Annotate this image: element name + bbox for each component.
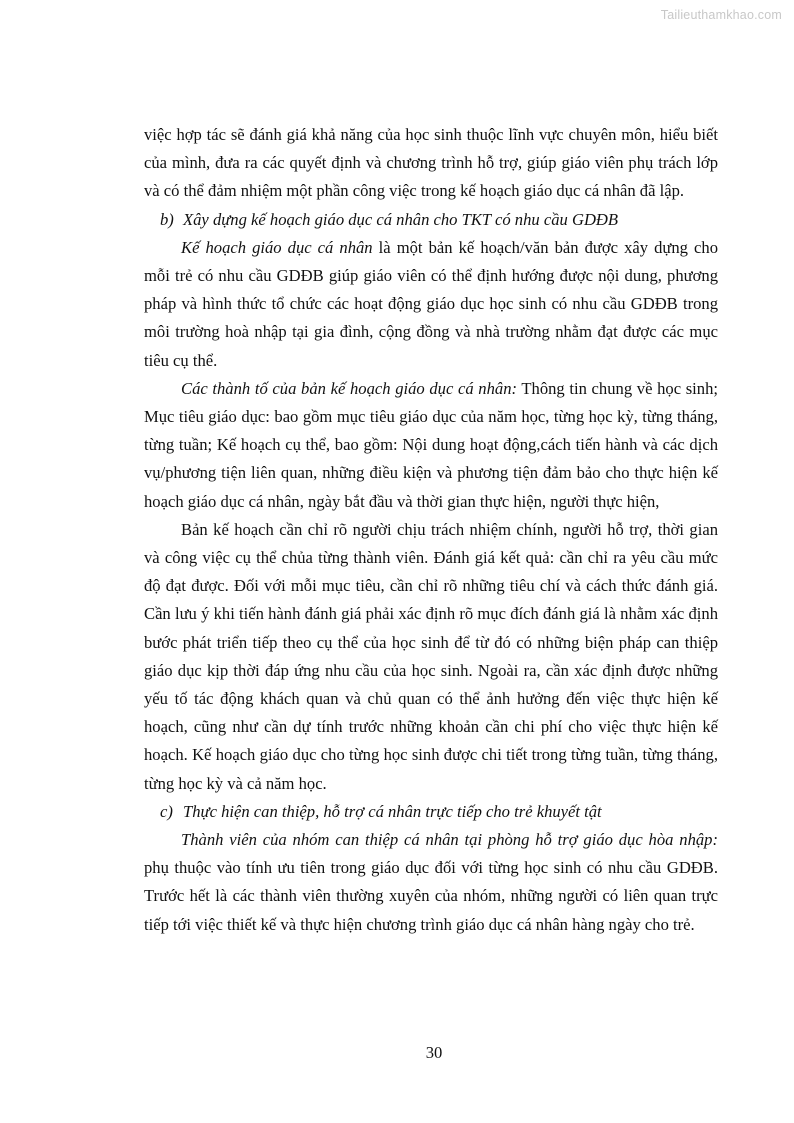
term-components: Các thành tố của bản kế hoạch giáo dục cá nhân:: [181, 378, 518, 398]
paragraph-continuation: việc hợp tác sẽ đánh giá khả năng của học sinh thuộc lĩnh vực chuyên môn, hiểu biết của mình, đưa ra các quyết định và chương trình hỗ trợ, giúp giáo viên phụ trách lớp và có thể đảm nhiệm một phần công việc trong kế hoạch giáo dục cá nhân đã lập.: [144, 125, 718, 201]
components-text: Thông tin chung về học sinh; Mục tiêu giáo dục: bao gồm mục tiêu giáo dục của năm học, từng học kỳ, từng tháng, từng tuần; Kế hoạch cụ thể, bao gồm: Nội dung hoạt động,cách tiến hành và các dịch vụ/phương tiện liên quan, những điều kiện và phương tiện đảm bảo cho thực hiện kế hoạch giáo dục cá nhân, ngày bắt đầu và thời gian thực hiện, người thực hiện,: [144, 378, 718, 511]
paragraph-team-members: [144, 826, 718, 939]
page-number: 30: [425, 1043, 443, 1062]
section-label-b: b): [160, 209, 174, 229]
paragraph-plan-responsibility: Bản kế hoạch cần chỉ rõ người chịu trách nhiệm chính, người hỗ trợ, thời gian và công việc cụ thể chủa từng thành viên. Đánh giá kết quả: cần chỉ ra yêu cầu mức độ đạt được. Đối với mỗi mục tiêu, cần chỉ rõ những tiêu chí và cách thức đánh giá. Cần lưu ý khi tiến hành đánh giá phải xác định rõ mục đích đánh giá là nhằm xác định bước phát triển tiếp theo cụ thể của học sinh để từ đó có những biện pháp can thiệp giáo dục kịp thời đáp ứng nhu cầu của học sinh. Ngoài ra, cần xác định được những yếu tố tác động khách quan và chủ quan có thể ảnh hưởng đến việc thực hiện kế hoạch, cũng như cần dự tính trước những khoản cần chi phí cho việc thực hiện kế hoạch. Kế hoạch giáo dục cho từng học sinh được chi tiết trong từng tuần, từng tháng, từng học kỳ và cả năm học.: [144, 519, 718, 793]
page-body: [144, 121, 718, 939]
section-title-c: Thực hiện can thiệp, hỗ trợ cá nhân trực tiếp cho trẻ khuyết tật: [183, 801, 602, 821]
section-heading-b: [144, 206, 718, 234]
paragraph-plan-definition: [144, 234, 718, 375]
term-plan: Kế hoạch giáo dục cá nhân: [181, 237, 373, 257]
section-label-c: c): [160, 801, 173, 821]
team-members-text: phụ thuộc vào tính ưu tiên trong giáo dục đối với từng học sinh có nhu cầu GDĐB. Trước hết là các thành viên thường xuyên của nhóm, những người có liên quan trực tiếp tới việc thiết kế và thực hiện chương trình giáo dục cá nhân hàng ngày cho trẻ.: [144, 858, 718, 934]
term-team-members: Thành viên của nhóm can thiệp cá nhân tại phòng hỗ trợ giáo dục hòa nhập:: [181, 830, 718, 850]
paragraph-plan-components: [144, 375, 718, 516]
section-title-b: Xây dựng kế hoạch giáo dục cá nhân cho TKT có nhu cầu GDĐB: [183, 209, 619, 229]
watermark-text: Tailieuthamkhao.com: [660, 8, 782, 22]
plan-definition-text: là một bản kế hoạch/văn bản được xây dựng cho mỗi trẻ có nhu cầu GDĐB giúp giáo viên có thể định hướng được nội dung, phương pháp và hình thức tổ chức các hoạt động giáo dục học sinh có nhu cầu GDĐB trong môi trường hoà nhập tại gia đình, cộng đồng và nhà trường nhằm đạt được các mục tiêu cụ thể.: [144, 237, 719, 370]
section-heading-c: [144, 798, 718, 826]
